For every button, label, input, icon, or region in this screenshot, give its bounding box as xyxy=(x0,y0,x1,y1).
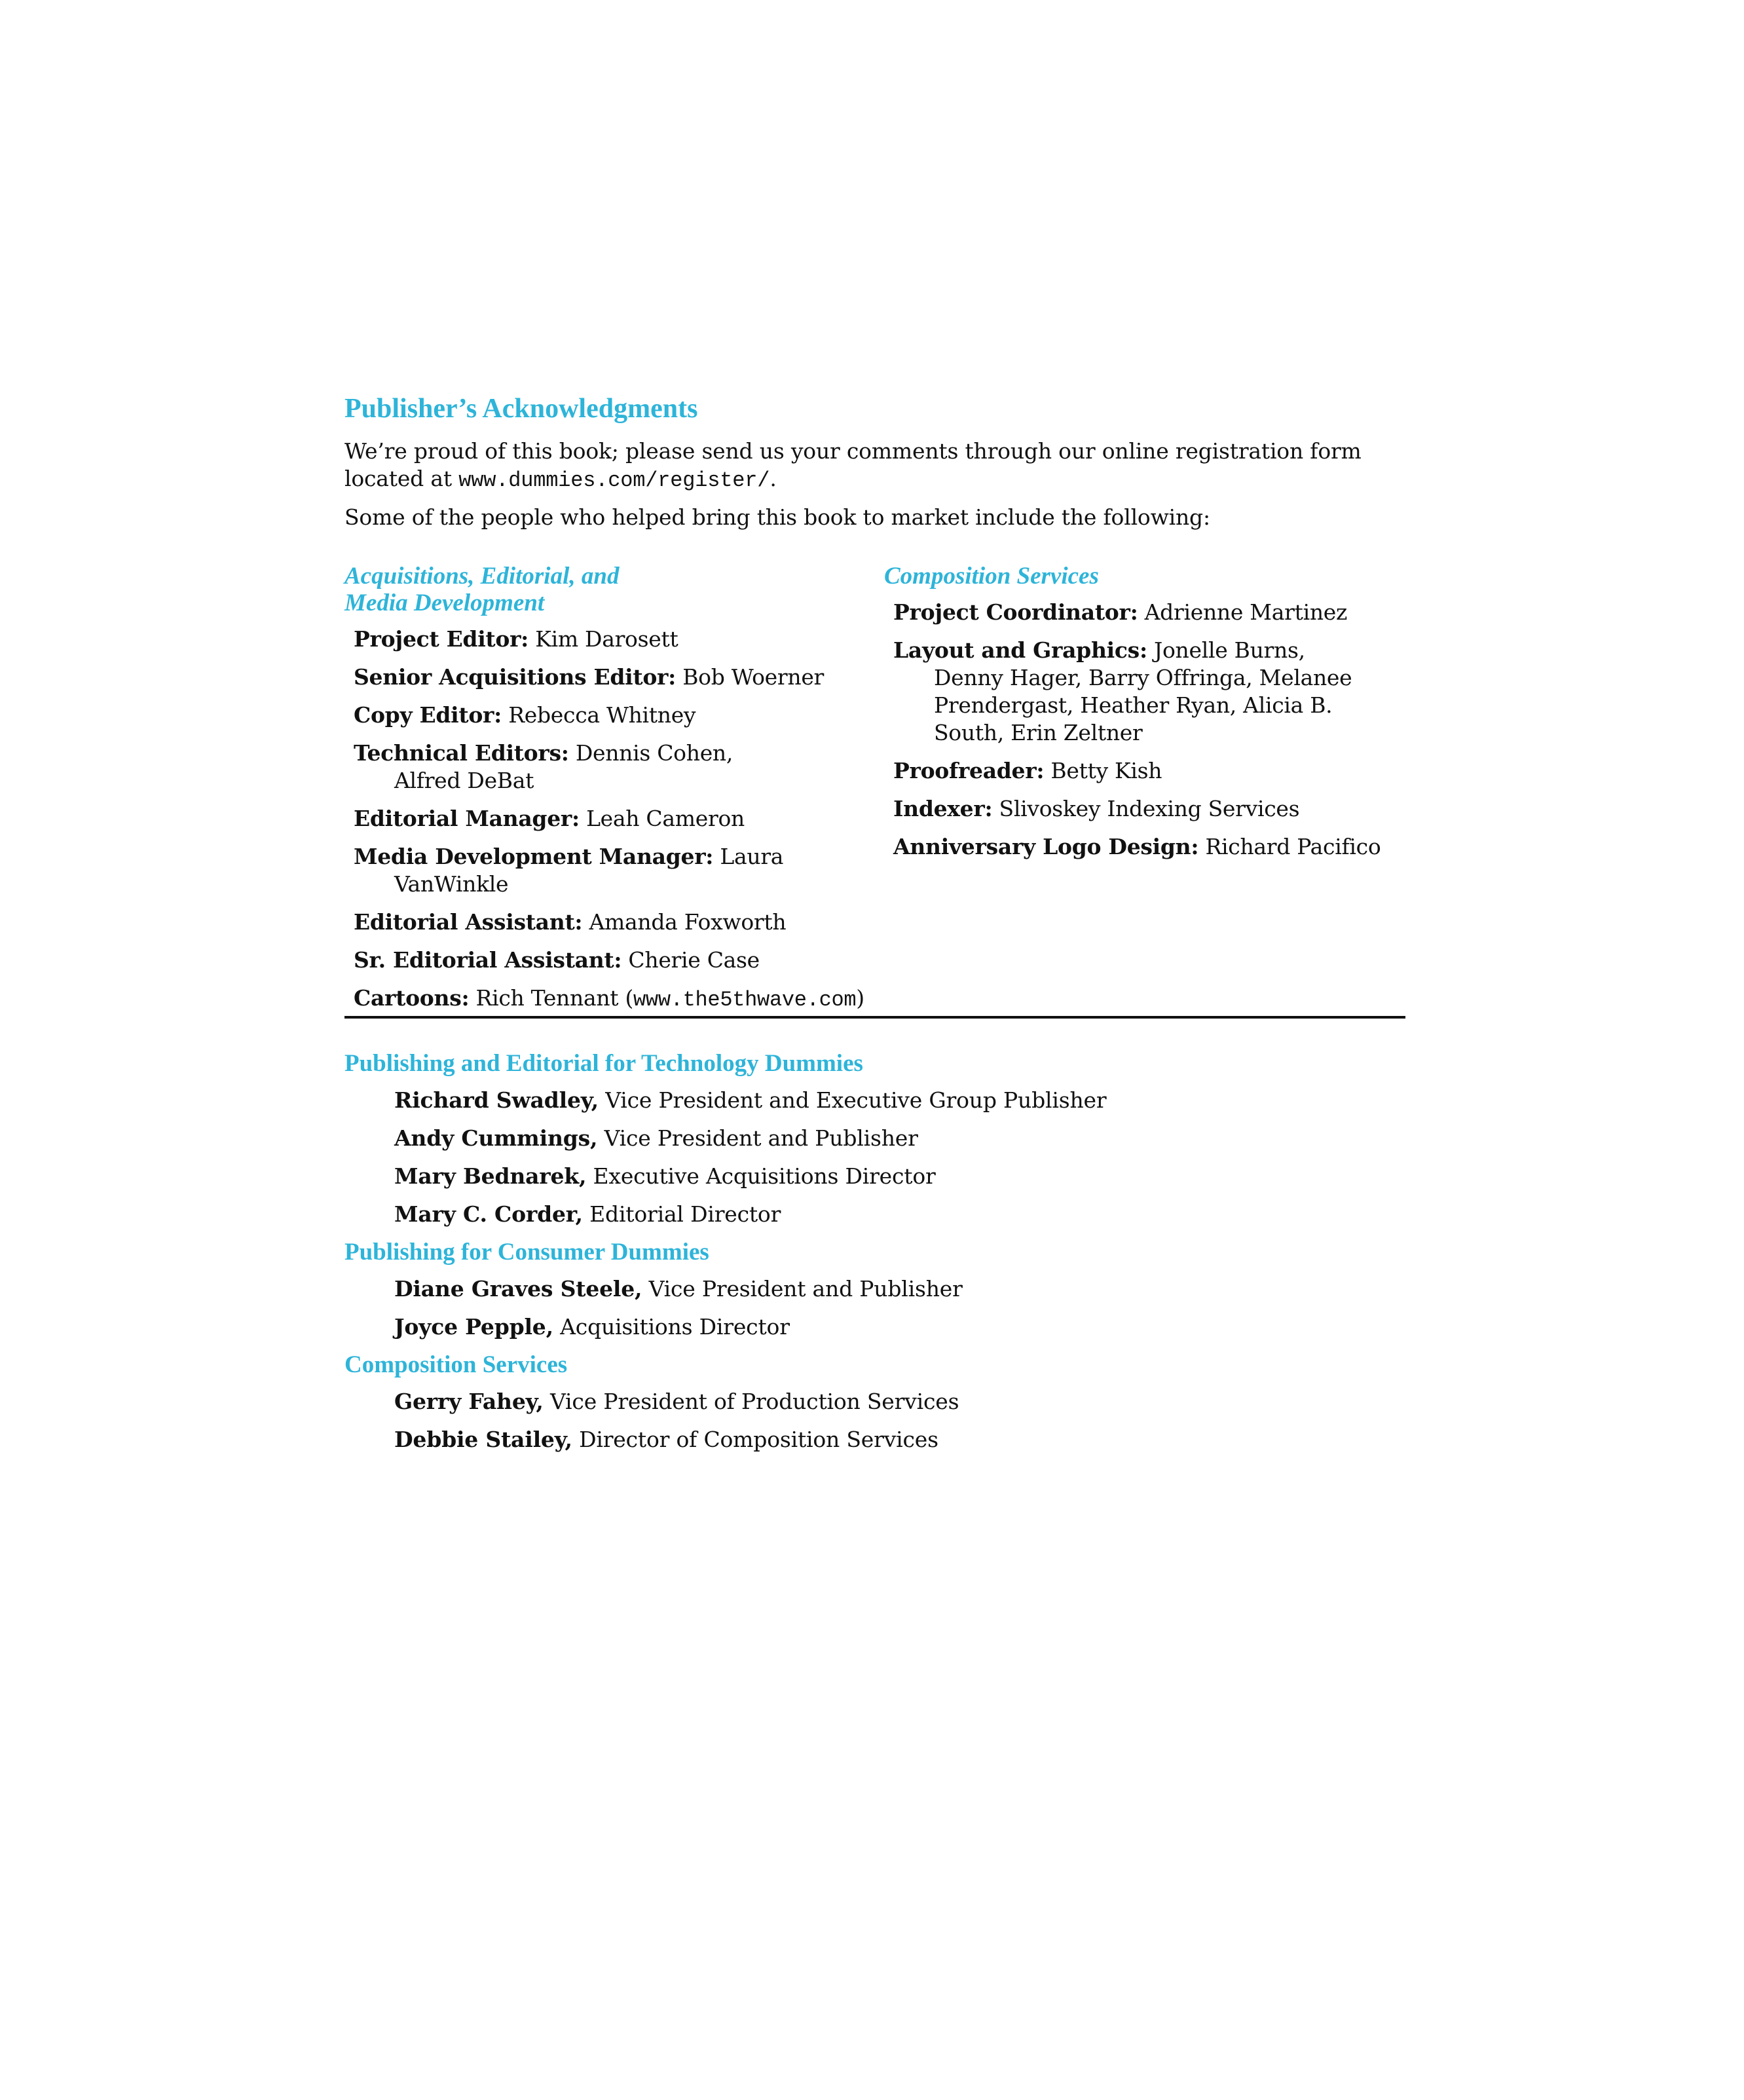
intro-helpers-line: Some of the people who helped bring this book to market include the following: xyxy=(344,504,1210,530)
credit-cartoons xyxy=(354,984,881,1014)
credits-columns xyxy=(344,563,1405,1012)
credit-role: Senior Acquisitions Editor: xyxy=(354,664,676,690)
credit-project-editor xyxy=(354,626,881,653)
credit-names: Kim Darosett xyxy=(529,626,678,652)
credit-indexer xyxy=(893,795,1408,823)
credit-project-coordinator xyxy=(893,599,1408,626)
credit-role: Sr. Editorial Assistant: xyxy=(354,947,622,973)
person-title: Editorial Director xyxy=(582,1201,781,1227)
credit-sr-editorial-assistant xyxy=(354,947,881,974)
list-item xyxy=(394,1163,1405,1190)
list-item xyxy=(394,1426,1405,1453)
credit-names: Betty Kish xyxy=(1044,758,1162,783)
credit-role: Cartoons: xyxy=(354,985,470,1011)
credit-role: Editorial Manager: xyxy=(354,806,580,831)
section-composition-services xyxy=(344,1351,1405,1453)
person-title: Executive Acquisitions Director xyxy=(586,1163,936,1189)
credit-names: Cherie Case xyxy=(622,947,760,973)
credit-names: Amanda Foxworth xyxy=(582,909,787,935)
credit-role: Technical Editors: xyxy=(354,740,569,766)
credit-names: Adrienne Martinez xyxy=(1138,599,1348,625)
intro-line1: We’re proud of this book; please send us your comments through our online registration form xyxy=(344,438,1362,464)
credit-role: Indexer: xyxy=(893,796,993,821)
cartoons-url: www.the5thwave.com xyxy=(633,988,857,1012)
credit-role: Anniversary Logo Design: xyxy=(893,834,1199,859)
person-name: Gerry Fahey, xyxy=(394,1389,544,1414)
intro-line2-prefix: located at xyxy=(344,466,459,491)
credit-names: Rich Tennant ( xyxy=(469,985,634,1011)
credit-technical-editors xyxy=(354,740,800,795)
credit-copy-editor xyxy=(354,702,881,729)
section-consumer-dummies xyxy=(344,1239,1405,1341)
person-title: Director of Composition Services xyxy=(572,1427,938,1452)
credit-role: Media Development Manager: xyxy=(354,844,714,869)
section-divider xyxy=(344,1016,1405,1019)
credit-role: Copy Editor: xyxy=(354,702,502,728)
section-heading: Publishing and Editorial for Technology Dummies xyxy=(344,1050,863,1077)
left-credits-column xyxy=(344,563,881,1024)
right-credits-column xyxy=(884,563,1408,871)
credit-role: Project Editor: xyxy=(354,626,529,652)
cartoons-suffix: ) xyxy=(856,985,864,1011)
person-title: Vice President and Executive Group Publisher xyxy=(598,1087,1107,1113)
person-name: Andy Cummings, xyxy=(394,1125,598,1151)
section-technology-dummies xyxy=(344,1050,1405,1228)
list-item xyxy=(394,1087,1405,1114)
section-heading: Composition Services xyxy=(344,1351,568,1378)
credit-names: Dennis Cohen, Alfred DeBat xyxy=(394,740,733,793)
person-name: Debbie Stailey, xyxy=(394,1427,572,1452)
credit-proofreader xyxy=(893,757,1408,785)
list-item xyxy=(394,1201,1405,1228)
acquisitions-heading-line1: Acquisitions, Editorial, and xyxy=(344,563,620,590)
register-url: www.dummies.com/register/ xyxy=(458,468,770,493)
page-title: Publisher’s Acknowledgments xyxy=(344,394,698,424)
credit-anniversary-logo-design xyxy=(893,833,1408,861)
credit-role: Project Coordinator: xyxy=(893,599,1138,625)
credit-names: Leah Cameron xyxy=(579,806,745,831)
person-title: Vice President of Production Services xyxy=(543,1389,959,1414)
list-item xyxy=(394,1313,1405,1341)
person-name: Richard Swadley, xyxy=(394,1087,599,1113)
person-name: Mary Bednarek, xyxy=(394,1163,587,1189)
credit-media-development-manager xyxy=(354,843,881,898)
list-item xyxy=(394,1275,1405,1303)
person-title: Acquisitions Director xyxy=(553,1314,790,1340)
composition-services-heading: Composition Services xyxy=(884,563,1099,590)
person-name: Mary C. Corder, xyxy=(394,1201,583,1227)
acquisitions-heading xyxy=(344,563,881,616)
credit-layout-and-graphics xyxy=(893,637,1379,747)
credit-names: Laura VanWinkle xyxy=(394,844,784,897)
intro-line2-suffix: . xyxy=(770,466,777,491)
person-name: Joyce Pepple, xyxy=(394,1314,553,1340)
credit-role: Layout and Graphics: xyxy=(893,637,1147,663)
acquisitions-heading-line2: Media Development xyxy=(344,590,545,616)
person-title: Vice President and Publisher xyxy=(597,1125,918,1151)
credit-editorial-manager xyxy=(354,805,881,833)
credit-names: Bob Woerner xyxy=(676,664,825,690)
credit-names: Richard Pacifico xyxy=(1198,834,1381,859)
list-item xyxy=(394,1388,1405,1416)
person-name: Diane Graves Steele, xyxy=(394,1276,642,1302)
credit-names: Jonelle Burns, Denny Hager, Barry Offringa, Melanee Prendergast, Heather Ryan, Alicia B. South, Erin Zeltner xyxy=(934,637,1352,745)
person-title: Vice President and Publisher xyxy=(642,1276,963,1302)
credit-senior-acquisitions-editor xyxy=(354,664,881,691)
section-heading: Publishing for Consumer Dummies xyxy=(344,1239,709,1266)
credit-role: Proofreader: xyxy=(893,758,1045,783)
intro-paragraph xyxy=(344,438,1405,495)
credit-editorial-assistant xyxy=(354,909,881,936)
credit-role: Editorial Assistant: xyxy=(354,909,583,935)
acknowledgments-page xyxy=(344,393,1405,1464)
credit-names: Rebecca Whitney xyxy=(502,702,696,728)
credit-names: Slivoskey Indexing Services xyxy=(992,796,1300,821)
list-item xyxy=(394,1125,1405,1152)
